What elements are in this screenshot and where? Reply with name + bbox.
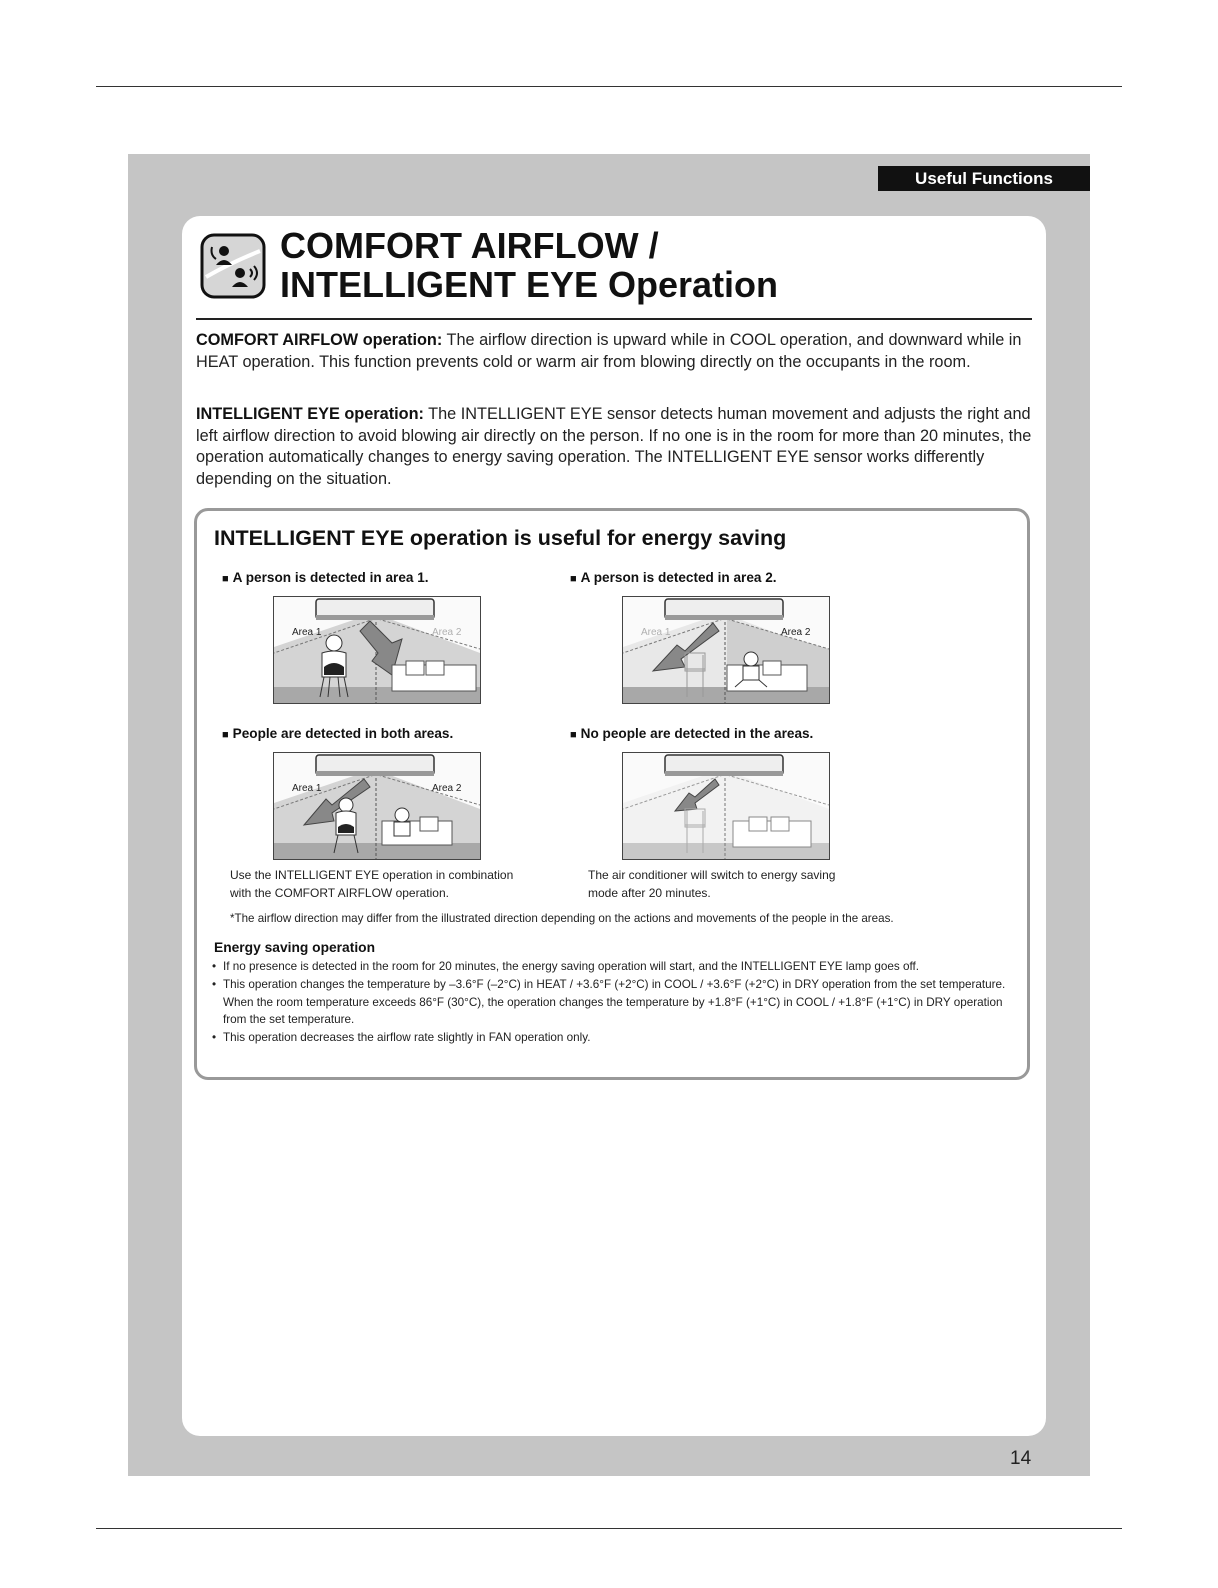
square-bullet-icon: ■ xyxy=(570,729,577,741)
area-1-label: Area 1 xyxy=(292,783,322,794)
illustration-no-people xyxy=(622,752,830,860)
case-label-area-1: ■ A person is detected in area 1. xyxy=(222,570,429,585)
bottom-rule xyxy=(96,1528,1122,1529)
box-title: INTELLIGENT EYE operation is useful for energy saving xyxy=(214,526,787,550)
page-title xyxy=(280,226,778,304)
title-line-1: COMFORT AIRFLOW / xyxy=(280,225,659,266)
illustration-area-2 xyxy=(622,596,830,704)
area-2-label: Area 2 xyxy=(432,627,462,638)
illustration-area-1 xyxy=(273,596,481,704)
square-bullet-icon: ■ xyxy=(222,573,229,585)
bullet-icon: • xyxy=(212,960,217,973)
intelligent-eye-paragraph xyxy=(196,404,1038,490)
top-rule xyxy=(96,86,1122,87)
energy-saving-title: Energy saving operation xyxy=(214,940,376,955)
case-label-both-areas: ■ People are detected in both areas. xyxy=(222,726,454,741)
bullet-icon: • xyxy=(212,1031,217,1045)
energy-saving-list xyxy=(212,958,1024,1047)
case-label-no-people: ■ No people are detected in the areas. xyxy=(570,726,814,741)
bullet-icon: • xyxy=(212,977,217,991)
comfort-airflow-intelligent-eye-icon xyxy=(200,233,266,299)
square-bullet-icon: ■ xyxy=(222,729,229,741)
illustration-both-areas xyxy=(273,752,481,860)
footnote: *The airflow direction may differ from the illustrated direction depending on the actions and movements of the people in the areas. xyxy=(230,912,894,925)
comfort-airflow-text: The airflow direction is upward while in COOL operation, and downward while in HEAT operation. This function prevents cold or warm air from blowing directly on the occupants in the room. xyxy=(196,331,1022,371)
intelligent-eye-text: The INTELLIGENT EYE sensor detects human movement and adjusts the right and left airflow direction to avoid blowing air directly on the person. If no one is in the room for more than 20 minutes, the operation automatically changes to energy saving operation. The INTELLIGENT EYE sensor works differently depending on the situation. xyxy=(196,405,1032,488)
intelligent-eye-label: INTELLIGENT EYE operation: xyxy=(196,405,424,423)
title-line-2: INTELLIGENT EYE Operation xyxy=(280,264,779,305)
area-2-label: Area 2 xyxy=(781,627,811,638)
list-item-continuation: When the room temperature exceeds 86°F (30°C), the operation changes the temperature by +1.8°F (+1°C) in COOL / +1.8°F (+1°C) in DRY operation from the set temperature. xyxy=(223,995,1003,1027)
area-2-label: Area 2 xyxy=(432,783,462,794)
comfort-airflow-paragraph xyxy=(196,330,1038,373)
comfort-airflow-label: COMFORT AIRFLOW operation: xyxy=(196,331,443,349)
list-item: • This operation changes the temperature by –3.6°F (–2°C) in HEAT / +3.6°F (+2°C) in COOL / +3.6°F (+2°C) in DRY operation from the set temperature. When the room temperature exceeds 86°F (30°C), the operation changes the temperature by +1.8°F (+1°C) in COOL / +1.8°F (+1°C) in DRY operation from the set temperature. xyxy=(212,976,1024,1029)
title-underline xyxy=(196,318,1032,320)
list-item: • If no presence is detected in the room for 20 minutes, the energy saving operation will start, and the INTELLIGENT EYE lamp goes off. xyxy=(212,958,1024,976)
square-bullet-icon: ■ xyxy=(570,573,577,585)
case-label-area-2: ■ A person is detected in area 2. xyxy=(570,570,777,585)
area-1-label: Area 1 xyxy=(292,627,322,638)
area-1-label: Area 1 xyxy=(641,627,671,638)
caption-right: The air conditioner will switch to energy saving mode after 20 minutes. xyxy=(588,868,836,900)
caption-left: Use the INTELLIGENT EYE operation in combination with the COMFORT AIRFLOW operation. xyxy=(230,868,514,900)
section-tag: Useful Functions xyxy=(878,166,1090,191)
list-item: • This operation decreases the airflow rate slightly in FAN operation only. xyxy=(212,1029,1024,1047)
page-number: 14 xyxy=(1010,1448,1032,1469)
